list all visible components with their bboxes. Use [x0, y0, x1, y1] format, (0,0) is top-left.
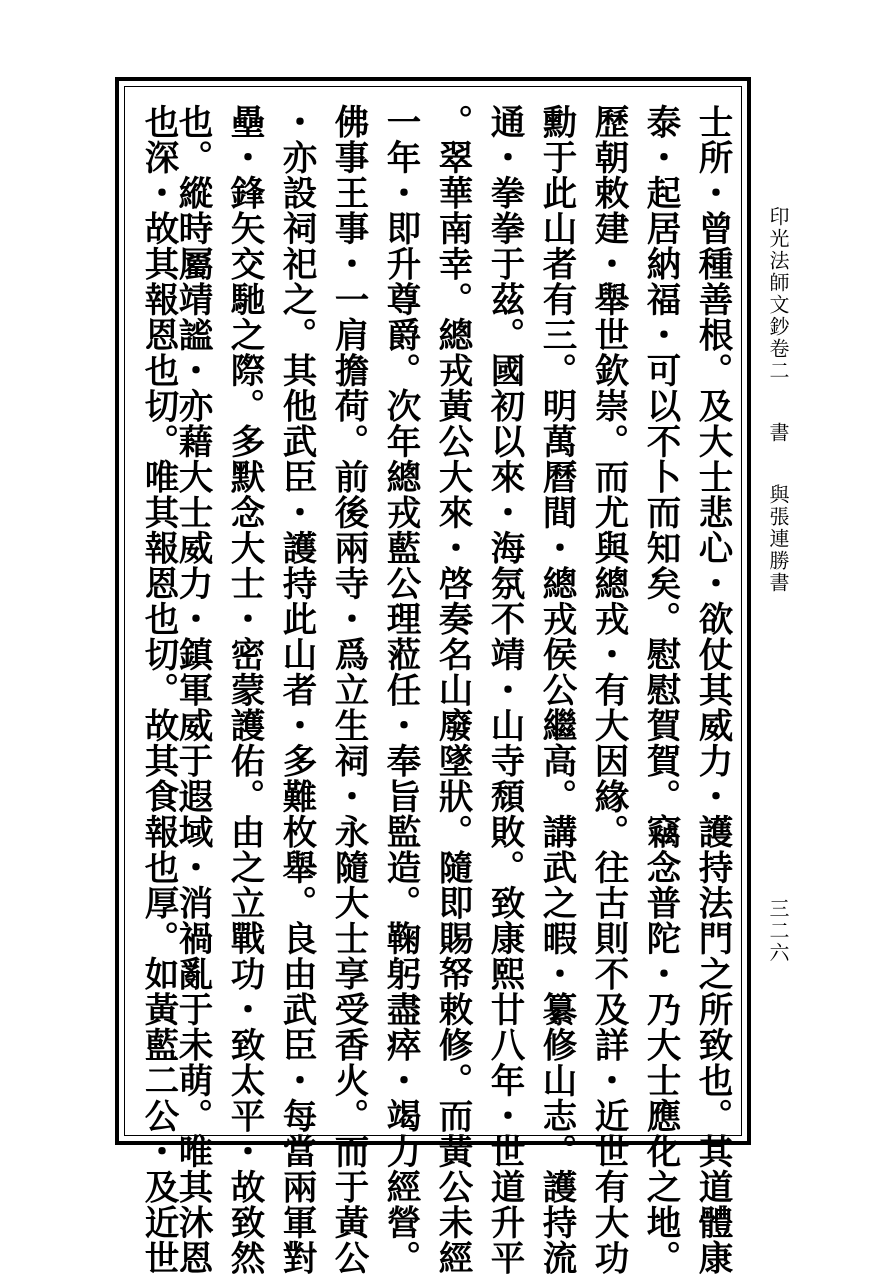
text-column-3: 歷朝敕建・舉世欽崇。而尤與總戎・有大因緣。往古則不及詳・近世有大功 — [588, 104, 628, 1276]
text-column-12: 也深・故其報恩也切。唯其報恩也切。故其食報也厚。如黃藍二公・及近世 — [138, 104, 178, 1276]
text-column-1: 士所・曾種善根。及大士悲心・欲仗其威力・護持法門之所致也。其道體康 — [692, 104, 732, 1276]
text-column-7: 一年・即升尊爵。次年總戎藍公理蒞任・奉旨監造。鞠躬盡瘁・竭力經營。 — [380, 104, 420, 1276]
text-column-2: 泰・起居納福・可以不卜而知矣。慰慰賀賀。竊念普陀・乃大士應化之地。 — [640, 104, 680, 1276]
running-header — [763, 206, 793, 594]
letter-title: 與張連勝書 — [766, 484, 790, 594]
text-column-6: 。翠華南幸。總戎黃公大來・啓奏名山廢墜狀。隨即賜帑敕修。而黃公未經 — [432, 104, 472, 1276]
text-column-11: 也。縱時屬靖謐・亦藉大士威力・鎮軍威于遐域・消禍亂于未萌。唯其沐恩 — [172, 104, 212, 1276]
text-column-10: 壘・鋒矢交馳之際。多默念大士・密蒙護佑。由之立戰功・致太平・故致然 — [224, 104, 264, 1276]
section-label: 書 — [766, 422, 790, 444]
text-column-9: ・亦設祠祀之。其他武臣・護持此山者・多難枚舉。良由武臣・每當兩軍對 — [276, 104, 316, 1276]
book-title: 印光法師文鈔卷二 — [766, 206, 790, 382]
text-column-8: 佛事王事・一肩擔荷。前後兩寺・爲立生祠・永隨大士享受香火。而于黃公 — [328, 104, 368, 1276]
text-column-5: 通・拳拳于茲。國初以來・海氛不靖・山寺頹敗。致康熙廿八年・世道升平 — [484, 104, 524, 1276]
text-column-4: 勳于此山者有三。明萬曆間・總戎侯公繼高。講武之暇・纂修山志。護持流 — [536, 104, 576, 1276]
page-number: 三二六 — [766, 898, 790, 964]
